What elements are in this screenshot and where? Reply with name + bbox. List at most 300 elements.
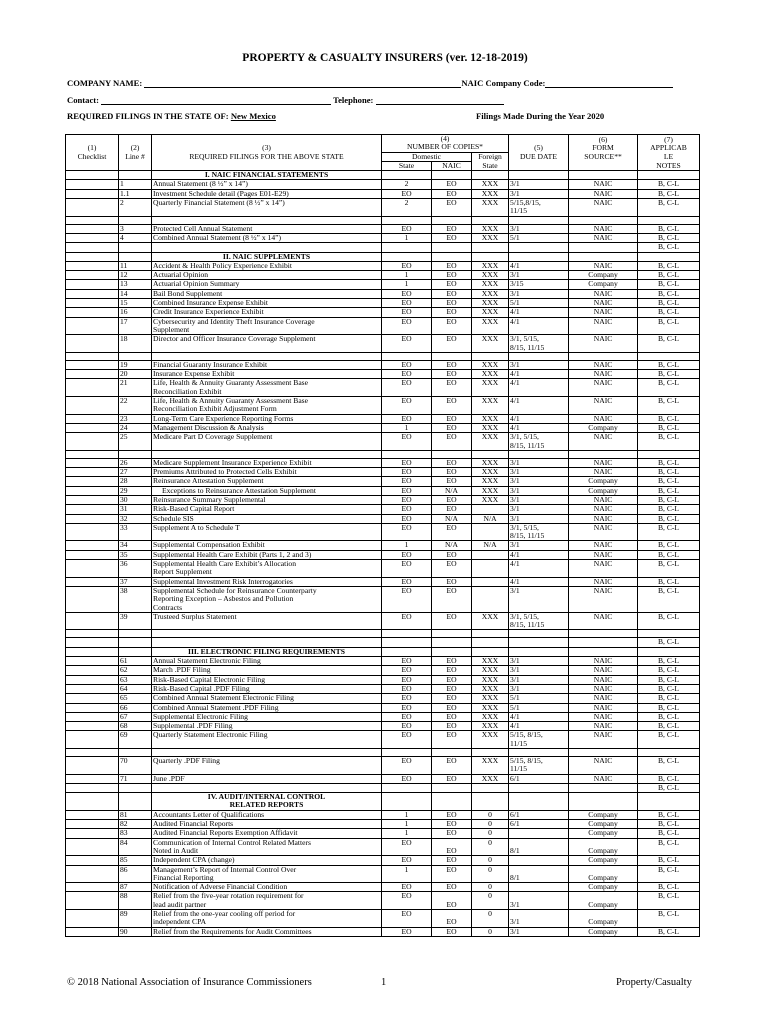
due-date: 3/1 (509, 477, 569, 486)
foreign-state-copies: 0 (472, 865, 509, 883)
checklist-cell (66, 514, 119, 523)
domestic-naic-copies: EO (432, 433, 472, 451)
domestic-naic-copies: EO (432, 731, 472, 749)
domestic-naic-copies: EO (432, 612, 472, 630)
notes: B, C-L (638, 243, 700, 252)
form-source: Company (569, 927, 638, 936)
required-label: REQUIRED FILINGS IN THE STATE OF: (67, 111, 229, 121)
form-source: NAIC (569, 458, 638, 467)
required-header: REQUIRED FILINGS FOR THE ABOVE STATE (152, 152, 382, 161)
form-source: NAIC (569, 757, 638, 775)
line-number: 68 (119, 722, 152, 731)
table-row (66, 560, 700, 578)
filing-description: Risk-Based Capital Report (152, 505, 382, 514)
foreign-state-copies: XXX (472, 757, 509, 775)
checklist-header: Checklist (66, 152, 119, 161)
domestic-naic-copies: N/A (432, 514, 472, 523)
foreign-state-copies: XXX (472, 731, 509, 749)
domestic-state-copies: EO (382, 189, 432, 198)
domestic-state-copies: EO (382, 523, 432, 541)
line-number: 84 (119, 838, 152, 856)
table-row (66, 523, 700, 541)
notes: B, C-L (638, 423, 700, 432)
notes: B, C-L (638, 541, 700, 550)
column-headers-row (66, 152, 700, 161)
form-source (569, 638, 638, 647)
filing-description: Medicare Supplement Insurance Experience Exhibit (152, 458, 382, 467)
checklist-cell (66, 820, 119, 829)
form-source: NAIC (569, 774, 638, 783)
due-date: 3/1 (509, 666, 569, 675)
foreign-state-copies (472, 586, 509, 612)
domestic-naic-copies: EO (432, 199, 472, 217)
due-date: 4/1 (509, 397, 569, 415)
due-date: 3/1 (509, 360, 569, 369)
foreign-state-copies: 0 (472, 927, 509, 936)
due-date: 4/1 (509, 317, 569, 335)
due-date: 5/1 (509, 694, 569, 703)
section-title: IV. AUDIT/INTERNAL CONTROL RELATED REPORTS (152, 793, 382, 811)
table-row (66, 910, 700, 928)
domestic-state-copies: 1 (382, 810, 432, 819)
naic-subheader: NAIC (432, 161, 472, 170)
domestic-naic-copies: EO (432, 299, 472, 308)
foreign-state-copies: XXX (472, 675, 509, 684)
form-source: NAIC (569, 577, 638, 586)
line-cell (119, 252, 152, 261)
form-source: NAIC (569, 684, 638, 693)
form-source: NAIC (569, 468, 638, 477)
spacer-row (66, 216, 700, 224)
notes: B, C-L (638, 731, 700, 749)
table-row (66, 694, 700, 703)
line-number: 11 (119, 261, 152, 270)
notes: B, C-L (638, 224, 700, 233)
checklist-cell (66, 261, 119, 270)
foreign-state-subheader: State (472, 161, 509, 170)
contact-field[interactable] (101, 104, 331, 105)
notes: B, C-L (638, 657, 700, 666)
form-source: NAIC (569, 505, 638, 514)
notes: B, C-L (638, 712, 700, 721)
foreign-state-copies (472, 638, 509, 647)
le-header: LE (638, 152, 700, 161)
filing-description: Annual Statement (8 ½” x 14”) (152, 180, 382, 189)
foreign-state-copies: XXX (472, 271, 509, 280)
due-date (509, 783, 569, 792)
notes: B, C-L (638, 774, 700, 783)
notes: B, C-L (638, 180, 700, 189)
domestic-naic-copies: EO (432, 856, 472, 865)
line-cell (119, 793, 152, 811)
filing-description: Life, Health & Annuity Guaranty Assessment Base Reconciliation Exhibit Adjustment Form (152, 397, 382, 415)
form-source: NAIC (569, 586, 638, 612)
foreign-state-copies: 0 (472, 910, 509, 928)
footer-copyright: © 2018 National Association of Insurance Commissioners (67, 977, 312, 988)
due-date: 8/1 (509, 838, 569, 856)
foreign-state-copies: 0 (472, 856, 509, 865)
domestic-state-copies: EO (382, 458, 432, 467)
line-number: 33 (119, 523, 152, 541)
form-source: NAIC (569, 414, 638, 423)
checklist-cell (66, 675, 119, 684)
notes: B, C-L (638, 280, 700, 289)
line-number: 17 (119, 317, 152, 335)
domestic-naic-copies: EO (432, 892, 472, 910)
filings-year: Filings Made During the Year 2020 (476, 111, 605, 121)
due-date: 4/1 (509, 577, 569, 586)
checklist-cell (66, 560, 119, 578)
line-number: 67 (119, 712, 152, 721)
checklist-cell (66, 414, 119, 423)
checklist-cell (66, 712, 119, 721)
notes: B, C-L (638, 883, 700, 892)
line-number: 70 (119, 757, 152, 775)
domestic-state-copies: EO (382, 433, 432, 451)
checklist-cell (66, 224, 119, 233)
telephone-field[interactable] (376, 104, 504, 105)
line-number: 30 (119, 495, 152, 504)
foreign-state-copies: XXX (472, 224, 509, 233)
due-date: 3/1 (509, 486, 569, 495)
domestic-naic-copies: EO (432, 308, 472, 317)
domestic-state-copies: EO (382, 703, 432, 712)
foreign-state-copies: XXX (472, 694, 509, 703)
filing-description: March .PDF Filing (152, 666, 382, 675)
table-row (66, 379, 700, 397)
col-num-7: (7) APPLICAB (638, 135, 700, 153)
domestic-state-copies: EO (382, 468, 432, 477)
notes: B, C-L (638, 414, 700, 423)
notes: B, C-L (638, 370, 700, 379)
table-row (66, 783, 700, 792)
filing-description: Supplement A to Schedule T (152, 523, 382, 541)
domestic-state-copies: EO (382, 722, 432, 731)
domestic-naic-copies: N/A (432, 486, 472, 495)
line-number (119, 243, 152, 252)
table-row (66, 703, 700, 712)
domestic-state-copies: EO (382, 910, 432, 928)
line-number: 65 (119, 694, 152, 703)
filing-description: Medicare Part D Coverage Supplement (152, 433, 382, 451)
line-number: 18 (119, 335, 152, 353)
notes: B, C-L (638, 308, 700, 317)
due-date: 3/1, 5/15, 8/15, 11/15 (509, 433, 569, 451)
filing-description: Actuarial Opinion Summary (152, 280, 382, 289)
domestic-naic-copies: N/A (432, 541, 472, 550)
line-number: 24 (119, 423, 152, 432)
checklist-cell (66, 243, 119, 252)
line-number: 3 (119, 224, 152, 233)
checklist-cell (66, 783, 119, 792)
table-row (66, 731, 700, 749)
foreign-state-copies: XXX (472, 657, 509, 666)
checklist-cell (66, 477, 119, 486)
foreign-state-copies: 0 (472, 820, 509, 829)
domestic-naic-copies: EO (432, 694, 472, 703)
foreign-state-copies: N/A (472, 514, 509, 523)
form-source: NAIC (569, 666, 638, 675)
checklist-cell (66, 892, 119, 910)
due-date: 4/1 (509, 722, 569, 731)
foreign-state-copies: XXX (472, 468, 509, 477)
state-name: New Mexico (230, 111, 276, 121)
checklist-cell (66, 360, 119, 369)
table-row (66, 927, 700, 936)
line-number: 22 (119, 397, 152, 415)
domestic-state-copies: EO (382, 577, 432, 586)
foreign-state-copies (472, 523, 509, 541)
domestic-naic-copies: EO (432, 838, 472, 856)
due-date: 4/1 (509, 379, 569, 397)
domestic-naic-copies: EO (432, 865, 472, 883)
line-number: 81 (119, 810, 152, 819)
filing-description: Trusteed Surplus Statement (152, 612, 382, 630)
table-row (66, 505, 700, 514)
line-number: 4 (119, 233, 152, 242)
checklist-cell (66, 856, 119, 865)
domestic-state-copies: EO (382, 370, 432, 379)
due-date: 3/1 (509, 224, 569, 233)
line-number: 20 (119, 370, 152, 379)
notes: B, C-L (638, 927, 700, 936)
domestic-naic-copies: EO (432, 722, 472, 731)
foreign-state-copies: XXX (472, 317, 509, 335)
line-number: 2 (119, 199, 152, 217)
checklist-cell (66, 722, 119, 731)
form-source: Company (569, 865, 638, 883)
domestic-naic-copies: EO (432, 397, 472, 415)
checklist-cell (66, 586, 119, 612)
checklist-cell (66, 666, 119, 675)
notes: B, C-L (638, 694, 700, 703)
line-number: 1.1 (119, 189, 152, 198)
line-number: 62 (119, 666, 152, 675)
domestic-state-copies: 1 (382, 271, 432, 280)
checklist-cell (66, 271, 119, 280)
filing-description: Exceptions to Reinsurance Attestation Supplement (152, 486, 382, 495)
filing-description: Combined Insurance Expense Exhibit (152, 299, 382, 308)
domestic-naic-copies: EO (432, 550, 472, 559)
form-source: NAIC (569, 703, 638, 712)
line-number: 15 (119, 299, 152, 308)
form-source: NAIC (569, 379, 638, 397)
notes: B, C-L (638, 666, 700, 675)
domestic-naic-copies: EO (432, 360, 472, 369)
filing-description: Audited Financial Reports Exemption Affidavit (152, 829, 382, 838)
notes: B, C-L (638, 550, 700, 559)
filing-description: Combined Annual Statement (8 ½” x 14”) (152, 233, 382, 242)
notes: B, C-L (638, 829, 700, 838)
checklist-cell (66, 703, 119, 712)
notes: B, C-L (638, 289, 700, 298)
filing-description: Director and Officer Insurance Coverage Supplement (152, 335, 382, 353)
domestic-naic-copies: EO (432, 477, 472, 486)
due-date: 5/15,8/15, 11/15 (509, 199, 569, 217)
foreign-state-copies (472, 560, 509, 578)
checklist-cell (66, 541, 119, 550)
form-source: NAIC (569, 560, 638, 578)
table-row (66, 317, 700, 335)
due-date: 3/1 (509, 910, 569, 928)
foreign-state-copies (472, 243, 509, 252)
due-date: 3/1 (509, 892, 569, 910)
checklist-cell (66, 289, 119, 298)
line-number (119, 638, 152, 647)
form-source: NAIC (569, 657, 638, 666)
table-row (66, 514, 700, 523)
domestic-state-copies: 1 (382, 233, 432, 242)
line-number (119, 783, 152, 792)
domestic-state-copies: EO (382, 657, 432, 666)
domestic-state-copies: EO (382, 774, 432, 783)
foreign-state-copies: XXX (472, 612, 509, 630)
domestic-naic-copies: EO (432, 703, 472, 712)
column-subheaders-row (66, 161, 700, 170)
domestic-naic-copies: EO (432, 523, 472, 541)
checklist-cell (66, 299, 119, 308)
table-row (66, 233, 700, 242)
due-date: 3/1 (509, 505, 569, 514)
filing-description: Notification of Adverse Financial Condition (152, 883, 382, 892)
domestic-naic-copies: EO (432, 261, 472, 270)
page-title: PROPERTY & CASUALTY INSURERS (ver. 12-18-2019) (242, 52, 528, 64)
checklist-cell (66, 910, 119, 928)
company-name-field[interactable] (144, 87, 461, 88)
domestic-naic-copies: EO (432, 560, 472, 578)
domestic-naic-copies: EO (432, 423, 472, 432)
filing-description: Independent CPA (change) (152, 856, 382, 865)
filings-table (65, 134, 700, 937)
form-source: NAIC (569, 712, 638, 721)
notes: B, C-L (638, 892, 700, 910)
form-source: Company (569, 856, 638, 865)
line-number: 16 (119, 308, 152, 317)
col-num-4: (4) NUMBER OF COPIES* (382, 135, 509, 153)
foreign-state-copies: XXX (472, 495, 509, 504)
filing-description (152, 638, 382, 647)
foreign-state-copies (472, 577, 509, 586)
domestic-state-copies: EO (382, 505, 432, 514)
telephone-label: Telephone: (333, 95, 374, 105)
filing-description: Protected Cell Annual Statement (152, 224, 382, 233)
domestic-naic-copies: EO (432, 189, 472, 198)
notes: B, C-L (638, 783, 700, 792)
domestic-state-copies: EO (382, 883, 432, 892)
filing-description: Quarterly .PDF Filing (152, 757, 382, 775)
required-filings-line (67, 111, 276, 121)
filing-description: Supplemental Compensation Exhibit (152, 541, 382, 550)
form-source: Company (569, 486, 638, 495)
filing-description: Insurance Expense Exhibit (152, 370, 382, 379)
line-number: 26 (119, 458, 152, 467)
domestic-state-copies: EO (382, 308, 432, 317)
filing-description: Communication of Internal Control Related Matters Noted in Audit (152, 838, 382, 856)
notes: B, C-L (638, 360, 700, 369)
filing-description: Relief from the one-year cooling off period for independent CPA (152, 910, 382, 928)
foreign-state-copies: XXX (472, 774, 509, 783)
table-row (66, 335, 700, 353)
domestic-state-copies: EO (382, 317, 432, 335)
foreign-state-copies: 0 (472, 883, 509, 892)
foreign-state-copies: XXX (472, 397, 509, 415)
form-source: Company (569, 892, 638, 910)
filing-description: Risk-Based Capital .PDF Filing (152, 684, 382, 693)
table-row (66, 280, 700, 289)
line-number: 36 (119, 560, 152, 578)
filing-description: Life, Health & Annuity Guaranty Assessment Base Reconciliation Exhibit (152, 379, 382, 397)
naic-code-field[interactable] (545, 87, 673, 88)
table-row (66, 433, 700, 451)
form-source: Company (569, 829, 638, 838)
domestic-state-copies: 2 (382, 199, 432, 217)
due-date: 3/1 (509, 495, 569, 504)
foreign-state-copies: XXX (472, 703, 509, 712)
foreign-state-copies: XXX (472, 299, 509, 308)
foreign-state-copies: XXX (472, 477, 509, 486)
domestic-state-copies: EO (382, 360, 432, 369)
form-source: NAIC (569, 299, 638, 308)
foreign-state-copies: XXX (472, 458, 509, 467)
domestic-state-copies: 1 (382, 280, 432, 289)
form-source: NAIC (569, 523, 638, 541)
due-date: 3/1, 5/15, 8/15, 11/15 (509, 523, 569, 541)
domestic-state-copies: EO (382, 335, 432, 353)
notes: B, C-L (638, 757, 700, 775)
domestic-state-copies: EO (382, 838, 432, 856)
checklist-cell (66, 550, 119, 559)
domestic-naic-copies: EO (432, 829, 472, 838)
due-date: 4/1 (509, 550, 569, 559)
foreign-state-copies: XXX (472, 199, 509, 217)
foreign-state-copies: XXX (472, 233, 509, 242)
form-source: NAIC (569, 335, 638, 353)
form-source: NAIC (569, 370, 638, 379)
col-num-2: (2) (119, 135, 152, 153)
domestic-naic-copies: EO (432, 379, 472, 397)
line-number: 88 (119, 892, 152, 910)
checklist-cell (66, 793, 119, 811)
line-number: 37 (119, 577, 152, 586)
filing-description: Supplemental .PDF Filing (152, 722, 382, 731)
foreign-state-copies: XXX (472, 189, 509, 198)
table-row (66, 308, 700, 317)
form-source: NAIC (569, 289, 638, 298)
foreign-state-copies (472, 550, 509, 559)
table-row (66, 397, 700, 415)
filing-description: Supplemental Health Care Exhibit (Parts 1, 2 and 3) (152, 550, 382, 559)
section-header-row (66, 793, 700, 811)
due-date: 3/1 (509, 458, 569, 467)
domestic-naic-copies: EO (432, 280, 472, 289)
domestic-naic-copies: EO (432, 910, 472, 928)
table-row (66, 865, 700, 883)
form-source: NAIC (569, 612, 638, 630)
foreign-state-copies (472, 505, 509, 514)
notes: B, C-L (638, 199, 700, 217)
line-number: 13 (119, 280, 152, 289)
domestic-state-copies: 1 (382, 865, 432, 883)
foreign-state-copies: 0 (472, 838, 509, 856)
form-source: NAIC (569, 731, 638, 749)
due-date: 3/1 (509, 684, 569, 693)
due-date: 4/1 (509, 414, 569, 423)
filing-description: Premiums Attributed to Protected Cells Exhibit (152, 468, 382, 477)
form-source: NAIC (569, 694, 638, 703)
table-row (66, 757, 700, 775)
form-source (569, 783, 638, 792)
filing-description: Long-Term Care Experience Reporting Forms (152, 414, 382, 423)
